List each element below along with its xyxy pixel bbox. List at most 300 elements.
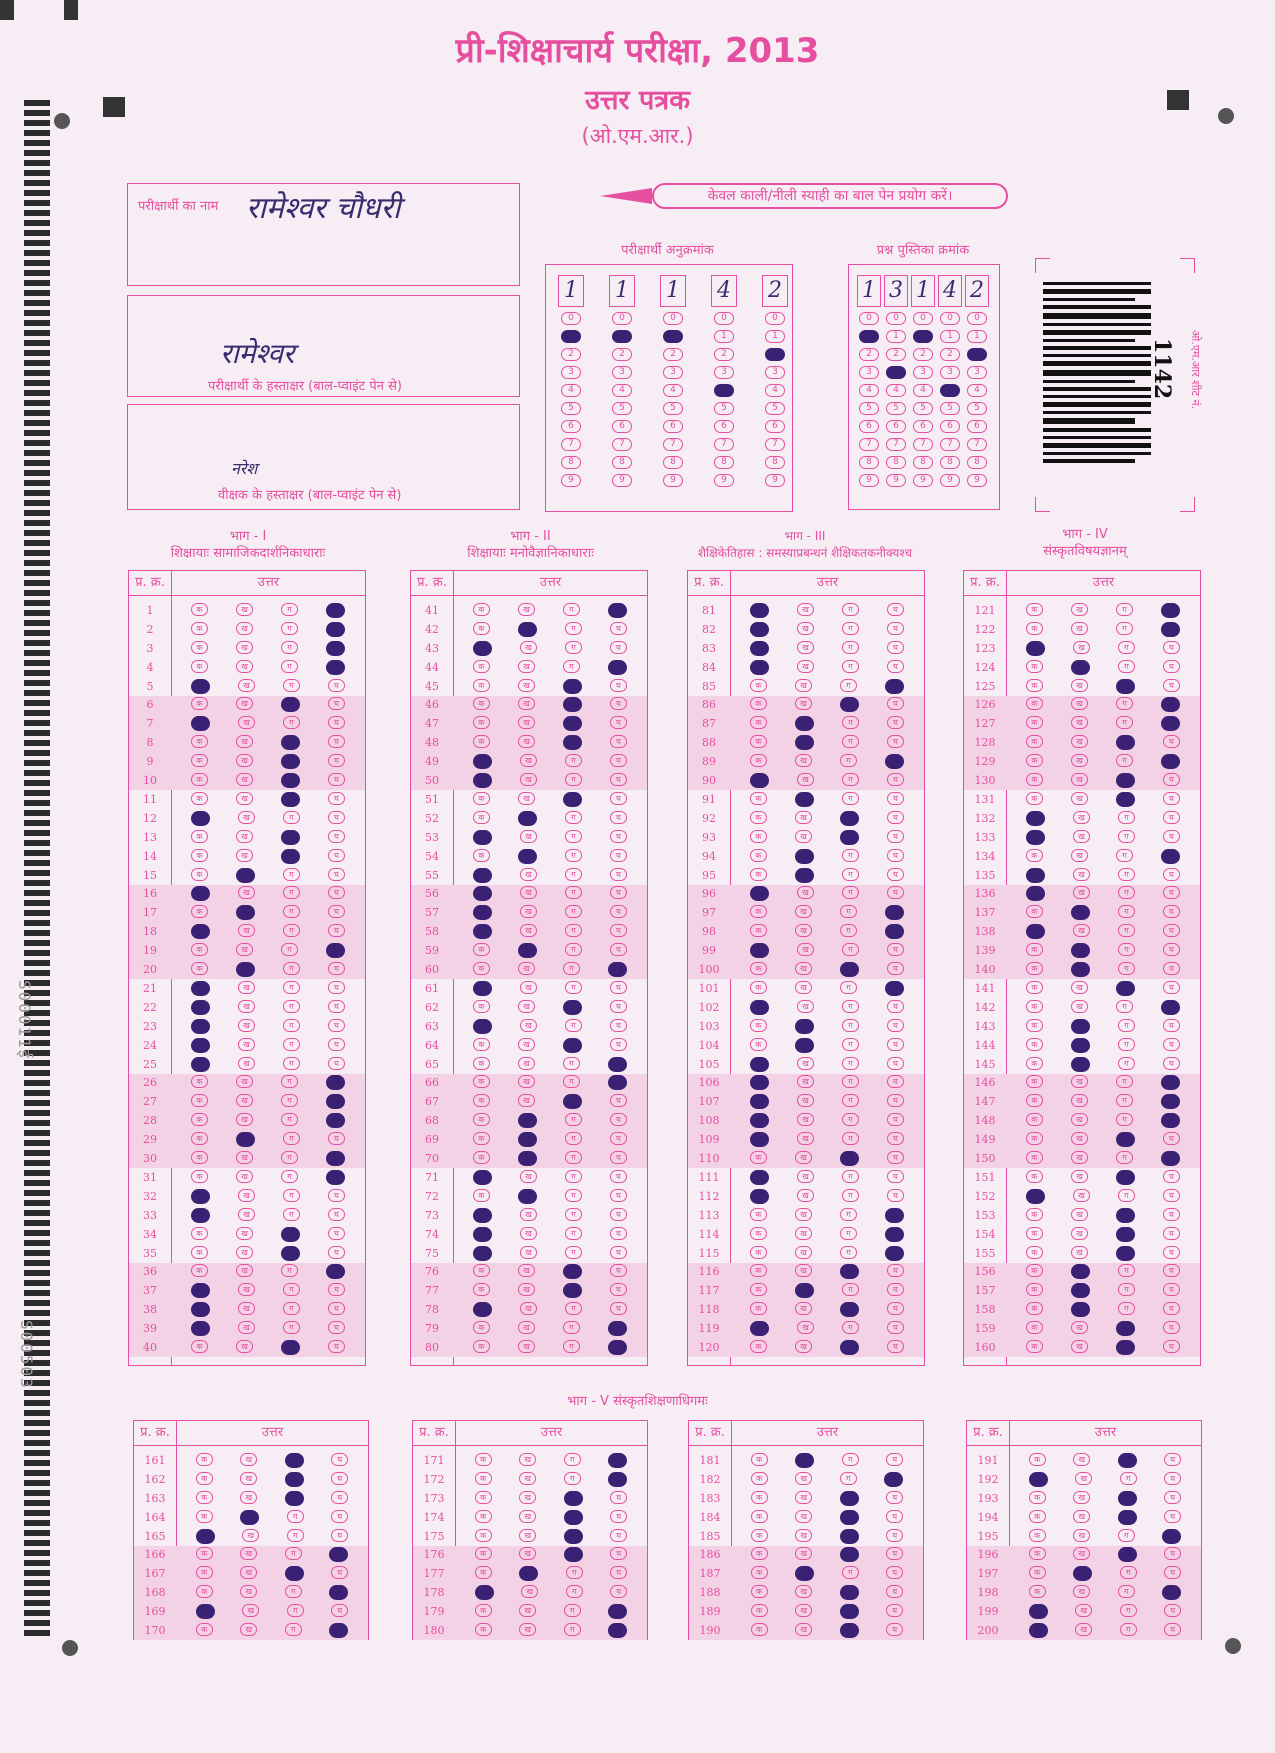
answer-bubble[interactable]: ग <box>285 1547 302 1560</box>
answer-bubble[interactable]: क <box>1029 1547 1046 1560</box>
answer-bubble[interactable]: घ <box>610 1019 627 1032</box>
answer-bubble[interactable]: ख <box>236 641 253 654</box>
booklet-bubble[interactable]: 0 <box>967 312 987 325</box>
answer-bubble[interactable]: ख <box>518 1340 535 1353</box>
roll-bubble[interactable]: 3 <box>663 366 683 379</box>
answer-bubble[interactable]: ख <box>1075 1604 1092 1617</box>
answer-bubble[interactable]: ख <box>795 1547 812 1560</box>
roll-bubble[interactable]: 0 <box>612 312 632 325</box>
answer-bubble[interactable]: ख <box>797 603 814 616</box>
answer-bubble[interactable]: ख <box>236 697 253 710</box>
answer-bubble[interactable]: ख <box>238 1208 255 1221</box>
answer-bubble[interactable]: ग <box>842 622 859 635</box>
roll-bubble[interactable]: 1 <box>612 330 632 343</box>
answer-bubble[interactable]: घ <box>1161 697 1180 712</box>
answer-bubble[interactable]: ग <box>1120 1566 1137 1579</box>
answer-bubble[interactable]: क <box>191 1283 210 1298</box>
answer-bubble[interactable]: ग <box>565 886 582 899</box>
answer-bubble[interactable]: घ <box>328 811 345 824</box>
answer-bubble[interactable]: क <box>191 603 208 616</box>
answer-bubble[interactable]: ग <box>563 697 582 712</box>
answer-bubble[interactable]: घ <box>1163 1227 1180 1240</box>
answer-bubble[interactable]: घ <box>886 1623 903 1636</box>
answer-bubble[interactable]: क <box>191 1264 208 1277</box>
answer-bubble[interactable]: ख <box>242 1529 259 1542</box>
answer-bubble[interactable]: ग <box>566 1585 583 1598</box>
answer-bubble[interactable]: ग <box>842 1453 859 1466</box>
answer-bubble[interactable]: ग <box>842 735 859 748</box>
answer-bubble[interactable]: ग <box>281 622 298 635</box>
answer-bubble[interactable]: क <box>750 1321 769 1336</box>
answer-bubble[interactable]: घ <box>1163 773 1180 786</box>
answer-bubble[interactable]: ख <box>519 1453 536 1466</box>
answer-bubble[interactable]: ग <box>565 641 582 654</box>
answer-bubble[interactable]: ख <box>236 660 253 673</box>
answer-bubble[interactable]: घ <box>887 792 904 805</box>
answer-bubble[interactable]: ग <box>1118 1189 1135 1202</box>
answer-bubble[interactable]: ख <box>236 830 253 843</box>
answer-bubble[interactable]: क <box>1026 1038 1043 1051</box>
answer-bubble[interactable]: ग <box>840 1340 859 1355</box>
answer-bubble[interactable]: ग <box>842 849 859 862</box>
answer-bubble[interactable]: ख <box>1073 1585 1090 1598</box>
answer-bubble[interactable]: क <box>750 849 767 862</box>
answer-bubble[interactable]: घ <box>610 1283 627 1296</box>
answer-bubble[interactable]: घ <box>610 1189 627 1202</box>
answer-bubble[interactable]: ख <box>521 1585 538 1598</box>
answer-bubble[interactable]: घ <box>887 1264 904 1277</box>
answer-bubble[interactable]: ख <box>797 1000 814 1013</box>
answer-bubble[interactable]: क <box>473 1038 490 1051</box>
answer-bubble[interactable]: ग <box>283 1302 300 1315</box>
answer-bubble[interactable]: ग <box>563 792 582 807</box>
answer-bubble[interactable]: ख <box>797 622 814 635</box>
answer-bubble[interactable]: क <box>473 697 490 710</box>
answer-bubble[interactable]: क <box>473 1227 492 1242</box>
answer-bubble[interactable]: ख <box>795 1019 814 1034</box>
answer-bubble[interactable]: ख <box>1071 1208 1088 1221</box>
answer-bubble[interactable]: ख <box>520 773 537 786</box>
answer-bubble[interactable]: क <box>475 1491 492 1504</box>
answer-bubble[interactable]: ग <box>285 1491 304 1506</box>
answer-bubble[interactable]: घ <box>1161 1075 1180 1090</box>
booklet-bubble[interactable]: 1 <box>913 330 933 343</box>
answer-bubble[interactable]: ग <box>564 1510 583 1525</box>
booklet-bubble[interactable]: 6 <box>859 420 879 433</box>
answer-bubble[interactable]: घ <box>886 1547 903 1560</box>
answer-bubble[interactable]: ग <box>283 1000 300 1013</box>
answer-bubble[interactable]: ख <box>1073 1453 1090 1466</box>
answer-bubble[interactable]: ग <box>1118 1453 1137 1468</box>
answer-bubble[interactable]: क <box>191 792 208 805</box>
roll-bubble[interactable]: 8 <box>714 456 734 469</box>
answer-bubble[interactable]: घ <box>1161 1000 1180 1015</box>
answer-bubble[interactable]: ख <box>518 1283 535 1296</box>
answer-bubble[interactable]: ख <box>1071 1094 1088 1107</box>
answer-bubble[interactable]: ग <box>1118 1529 1135 1542</box>
answer-bubble[interactable]: ग <box>842 1566 859 1579</box>
answer-bubble[interactable]: ग <box>840 1585 859 1600</box>
answer-bubble[interactable]: घ <box>328 924 345 937</box>
answer-bubble[interactable]: घ <box>608 1604 627 1619</box>
answer-bubble[interactable]: ग <box>1118 1302 1135 1315</box>
answer-bubble[interactable]: ख <box>1071 1170 1088 1183</box>
booklet-bubble[interactable]: 7 <box>940 438 960 451</box>
answer-bubble[interactable]: घ <box>1161 1094 1180 1109</box>
answer-bubble[interactable]: क <box>473 622 490 635</box>
answer-bubble[interactable]: ख <box>240 1547 257 1560</box>
answer-bubble[interactable]: क <box>196 1510 213 1523</box>
answer-bubble[interactable]: ख <box>520 754 537 767</box>
answer-bubble[interactable]: ख <box>240 1566 257 1579</box>
answer-bubble[interactable]: क <box>475 1529 492 1542</box>
answer-bubble[interactable]: घ <box>331 1529 348 1542</box>
answer-bubble[interactable]: ग <box>563 962 580 975</box>
answer-bubble[interactable]: घ <box>328 886 345 899</box>
roll-bubble[interactable]: 4 <box>714 384 734 397</box>
answer-bubble[interactable]: घ <box>608 962 627 977</box>
answer-bubble[interactable]: ग <box>281 641 298 654</box>
answer-bubble[interactable]: ख <box>1071 1264 1090 1279</box>
answer-bubble[interactable]: ग <box>283 1208 300 1221</box>
answer-bubble[interactable]: घ <box>610 1264 627 1277</box>
answer-bubble[interactable]: घ <box>610 679 627 692</box>
answer-bubble[interactable]: ख <box>797 660 814 673</box>
answer-bubble[interactable]: क <box>750 735 767 748</box>
answer-bubble[interactable]: घ <box>329 1623 348 1638</box>
answer-bubble[interactable]: ख <box>1071 905 1090 920</box>
answer-bubble[interactable]: घ <box>328 1283 345 1296</box>
answer-bubble[interactable]: ग <box>285 1453 304 1468</box>
answer-bubble[interactable]: ग <box>1118 1491 1137 1506</box>
answer-bubble[interactable]: क <box>1026 1264 1043 1277</box>
answer-bubble[interactable]: ग <box>283 886 300 899</box>
answer-bubble[interactable]: ग <box>1116 603 1133 616</box>
answer-bubble[interactable]: घ <box>1162 1585 1181 1600</box>
answer-bubble[interactable]: ख <box>240 1510 259 1525</box>
answer-bubble[interactable]: ख <box>795 1246 812 1259</box>
answer-bubble[interactable]: ग <box>1116 1246 1135 1261</box>
answer-bubble[interactable]: क <box>473 773 492 788</box>
answer-bubble[interactable]: क <box>473 735 490 748</box>
answer-bubble[interactable]: ग <box>285 1472 304 1487</box>
roll-bubble[interactable]: 6 <box>714 420 734 433</box>
answer-bubble[interactable]: घ <box>885 1227 904 1242</box>
answer-bubble[interactable]: ग <box>1118 830 1135 843</box>
answer-bubble[interactable]: ख <box>520 905 537 918</box>
answer-bubble[interactable]: क <box>1026 1000 1043 1013</box>
answer-bubble[interactable]: ग <box>842 1113 859 1126</box>
answer-bubble[interactable]: ख <box>1071 716 1088 729</box>
answer-bubble[interactable]: घ <box>610 1132 627 1145</box>
answer-bubble[interactable]: क <box>750 773 769 788</box>
answer-bubble[interactable]: क <box>191 1170 208 1183</box>
answer-bubble[interactable]: घ <box>887 1094 904 1107</box>
answer-bubble[interactable]: ख <box>1073 641 1090 654</box>
answer-bubble[interactable]: ख <box>1071 981 1088 994</box>
answer-bubble[interactable]: ख <box>238 1057 255 1070</box>
answer-bubble[interactable]: क <box>750 716 767 729</box>
roll-bubble[interactable]: 7 <box>765 438 785 451</box>
answer-bubble[interactable]: क <box>191 1246 208 1259</box>
answer-bubble[interactable]: ख <box>518 1057 535 1070</box>
answer-bubble[interactable]: घ <box>1163 1208 1180 1221</box>
answer-bubble[interactable]: घ <box>1163 962 1180 975</box>
answer-bubble[interactable]: ग <box>565 1189 582 1202</box>
answer-bubble[interactable]: ग <box>1116 716 1133 729</box>
answer-bubble[interactable]: क <box>191 849 208 862</box>
booklet-bubble[interactable]: 5 <box>859 402 879 415</box>
answer-bubble[interactable]: घ <box>610 1038 627 1051</box>
answer-bubble[interactable]: क <box>473 1000 490 1013</box>
answer-bubble[interactable]: घ <box>610 716 627 729</box>
booklet-bubble[interactable]: 2 <box>940 348 960 361</box>
answer-bubble[interactable]: क <box>750 1283 767 1296</box>
answer-bubble[interactable]: ख <box>1071 679 1088 692</box>
roll-bubble[interactable]: 4 <box>663 384 683 397</box>
answer-bubble[interactable]: घ <box>1163 886 1180 899</box>
answer-bubble[interactable]: ख <box>238 679 255 692</box>
answer-bubble[interactable]: क <box>750 1208 767 1221</box>
answer-bubble[interactable]: घ <box>328 754 345 767</box>
answer-bubble[interactable]: क <box>750 1264 767 1277</box>
answer-bubble[interactable]: ख <box>1071 943 1090 958</box>
answer-bubble[interactable]: ख <box>520 1302 537 1315</box>
answer-bubble[interactable]: ख <box>795 1566 814 1581</box>
answer-bubble[interactable]: ग <box>842 603 859 616</box>
answer-bubble[interactable]: घ <box>1163 1019 1180 1032</box>
answer-bubble[interactable]: ख <box>1073 1491 1090 1504</box>
answer-bubble[interactable]: क <box>191 811 210 826</box>
answer-bubble[interactable]: ख <box>1073 1510 1090 1523</box>
answer-bubble[interactable]: घ <box>610 1000 627 1013</box>
answer-bubble[interactable]: ग <box>283 905 300 918</box>
answer-bubble[interactable]: ग <box>840 981 857 994</box>
answer-bubble[interactable]: घ <box>610 886 627 899</box>
roll-bubble[interactable]: 1 <box>765 330 785 343</box>
answer-bubble[interactable]: ग <box>842 1132 859 1145</box>
answer-bubble[interactable]: ग <box>565 981 582 994</box>
roll-bubble[interactable]: 0 <box>765 312 785 325</box>
roll-bubble[interactable]: 8 <box>612 456 632 469</box>
booklet-bubble[interactable]: 9 <box>913 474 933 487</box>
answer-bubble[interactable]: क <box>475 1566 492 1579</box>
booklet-bubble[interactable]: 1 <box>967 330 987 343</box>
answer-bubble[interactable]: ख <box>795 811 812 824</box>
answer-bubble[interactable]: ख <box>520 981 537 994</box>
answer-bubble[interactable]: क <box>1029 1529 1046 1542</box>
roll-bubble[interactable]: 7 <box>663 438 683 451</box>
answer-bubble[interactable]: ख <box>1071 962 1090 977</box>
answer-bubble[interactable]: ग <box>840 1208 857 1221</box>
answer-bubble[interactable]: घ <box>608 603 627 618</box>
answer-bubble[interactable]: ग <box>1116 1075 1133 1088</box>
answer-bubble[interactable]: ख <box>1071 792 1088 805</box>
answer-bubble[interactable]: ख <box>518 962 535 975</box>
answer-bubble[interactable]: क <box>473 1132 490 1145</box>
answer-bubble[interactable]: घ <box>1163 1302 1180 1315</box>
answer-bubble[interactable]: क <box>191 1321 210 1336</box>
answer-bubble[interactable]: ग <box>283 981 300 994</box>
answer-bubble[interactable]: क <box>473 830 492 845</box>
answer-bubble[interactable]: ख <box>519 1623 536 1636</box>
answer-bubble[interactable]: घ <box>331 1510 348 1523</box>
answer-bubble[interactable]: घ <box>1163 868 1180 881</box>
booklet-bubble[interactable]: 5 <box>886 402 906 415</box>
answer-bubble[interactable]: ग <box>842 1019 859 1032</box>
answer-bubble[interactable]: ख <box>795 1340 812 1353</box>
answer-bubble[interactable]: ख <box>1071 622 1088 635</box>
answer-bubble[interactable]: क <box>191 1057 210 1072</box>
answer-bubble[interactable]: ग <box>1116 1227 1135 1242</box>
answer-bubble[interactable]: क <box>473 905 492 920</box>
answer-bubble[interactable]: क <box>475 1623 492 1636</box>
answer-bubble[interactable]: घ <box>326 1264 345 1279</box>
booklet-bubble[interactable]: 1 <box>886 330 906 343</box>
answer-bubble[interactable]: घ <box>608 1623 627 1638</box>
answer-bubble[interactable]: ख <box>797 1057 814 1070</box>
answer-bubble[interactable]: घ <box>610 981 627 994</box>
answer-bubble[interactable]: ख <box>518 1132 537 1147</box>
answer-bubble[interactable]: घ <box>887 886 904 899</box>
answer-bubble[interactable]: ग <box>1116 735 1135 750</box>
answer-bubble[interactable]: ग <box>1120 1623 1137 1636</box>
answer-bubble[interactable]: ग <box>1116 792 1135 807</box>
answer-bubble[interactable]: घ <box>328 981 345 994</box>
answer-bubble[interactable]: क <box>196 1623 213 1636</box>
answer-bubble[interactable]: क <box>750 641 769 656</box>
answer-bubble[interactable]: घ <box>328 1340 345 1353</box>
answer-bubble[interactable]: क <box>750 1227 767 1240</box>
answer-bubble[interactable]: घ <box>1161 754 1180 769</box>
answer-bubble[interactable]: घ <box>887 716 904 729</box>
answer-bubble[interactable]: ख <box>520 1227 537 1240</box>
answer-bubble[interactable]: घ <box>887 1170 904 1183</box>
answer-bubble[interactable]: ख <box>519 1491 536 1504</box>
answer-bubble[interactable]: ग <box>565 1246 582 1259</box>
answer-bubble[interactable]: क <box>1026 1283 1043 1296</box>
answer-bubble[interactable]: क <box>1026 981 1043 994</box>
answer-bubble[interactable]: ख <box>238 1189 255 1202</box>
answer-bubble[interactable]: ख <box>518 1075 535 1088</box>
answer-bubble[interactable]: घ <box>1163 792 1180 805</box>
answer-bubble[interactable]: ग <box>565 1170 582 1183</box>
answer-bubble[interactable]: ग <box>285 1566 304 1581</box>
answer-bubble[interactable]: घ <box>887 962 904 975</box>
answer-bubble[interactable]: घ <box>887 811 904 824</box>
answer-bubble[interactable]: ग <box>842 1170 859 1183</box>
answer-bubble[interactable]: ग <box>281 1094 298 1107</box>
roll-bubble[interactable]: 0 <box>714 312 734 325</box>
answer-bubble[interactable]: घ <box>1161 603 1180 618</box>
answer-bubble[interactable]: क <box>191 868 208 881</box>
answer-bubble[interactable]: ग <box>287 1529 304 1542</box>
answer-bubble[interactable]: क <box>473 660 490 673</box>
answer-bubble[interactable]: ख <box>797 1189 814 1202</box>
answer-bubble[interactable]: ग <box>840 754 857 767</box>
answer-bubble[interactable]: ग <box>1116 1321 1135 1336</box>
answer-bubble[interactable]: ग <box>840 1623 859 1638</box>
answer-bubble[interactable]: ख <box>1071 1075 1088 1088</box>
answer-bubble[interactable]: ख <box>236 1113 253 1126</box>
answer-bubble[interactable]: ग <box>563 716 582 731</box>
answer-bubble[interactable]: क <box>750 1038 767 1051</box>
answer-bubble[interactable]: ग <box>283 811 300 824</box>
answer-bubble[interactable]: ख <box>1071 1132 1088 1145</box>
answer-bubble[interactable]: क <box>1026 1170 1043 1183</box>
answer-bubble[interactable]: ख <box>236 754 253 767</box>
answer-bubble[interactable]: ख <box>240 1491 257 1504</box>
answer-bubble[interactable]: ख <box>797 943 814 956</box>
answer-bubble[interactable]: घ <box>1163 1283 1180 1296</box>
answer-bubble[interactable]: ख <box>795 1208 812 1221</box>
answer-bubble[interactable]: घ <box>887 1151 904 1164</box>
answer-bubble[interactable]: ग <box>564 1604 581 1617</box>
answer-bubble[interactable]: ग <box>281 1246 300 1261</box>
answer-bubble[interactable]: ग <box>565 1208 582 1221</box>
answer-bubble[interactable]: घ <box>885 1246 904 1261</box>
answer-bubble[interactable]: ग <box>564 1491 583 1506</box>
answer-bubble[interactable]: घ <box>610 1529 627 1542</box>
answer-bubble[interactable]: घ <box>887 622 904 635</box>
answer-bubble[interactable]: घ <box>1161 1151 1180 1166</box>
answer-bubble[interactable]: क <box>1026 660 1043 673</box>
answer-bubble[interactable]: क <box>191 1340 208 1353</box>
answer-bubble[interactable]: ख <box>518 811 537 826</box>
answer-bubble[interactable]: क <box>1026 1057 1043 1070</box>
answer-bubble[interactable]: ख <box>795 1302 812 1315</box>
answer-bubble[interactable]: ग <box>283 868 300 881</box>
answer-bubble[interactable]: घ <box>610 811 627 824</box>
answer-bubble[interactable]: घ <box>1163 905 1180 918</box>
answer-bubble[interactable]: घ <box>887 697 904 710</box>
booklet-bubble[interactable]: 9 <box>859 474 879 487</box>
answer-bubble[interactable]: ख <box>1071 849 1088 862</box>
answer-bubble[interactable]: ख <box>518 1189 537 1204</box>
answer-bubble[interactable]: ख <box>236 905 255 920</box>
answer-bubble[interactable]: ग <box>842 1038 859 1051</box>
answer-bubble[interactable]: ख <box>236 1075 253 1088</box>
answer-bubble[interactable]: ग <box>563 735 582 750</box>
answer-bubble[interactable]: घ <box>885 679 904 694</box>
answer-bubble[interactable]: ख <box>236 1132 255 1147</box>
answer-bubble[interactable]: क <box>751 1529 768 1542</box>
answer-bubble[interactable]: ख <box>518 603 535 616</box>
answer-bubble[interactable]: घ <box>1163 1057 1180 1070</box>
answer-bubble[interactable]: ग <box>1118 1019 1135 1032</box>
answer-bubble[interactable]: क <box>750 1057 769 1072</box>
booklet-bubble[interactable]: 3 <box>913 366 933 379</box>
answer-bubble[interactable]: क <box>1026 849 1043 862</box>
answer-bubble[interactable]: ग <box>281 849 300 864</box>
answer-bubble[interactable]: ख <box>1071 1340 1088 1353</box>
answer-bubble[interactable]: ग <box>281 830 300 845</box>
booklet-bubble[interactable]: 6 <box>940 420 960 433</box>
answer-bubble[interactable]: क <box>191 622 208 635</box>
answer-bubble[interactable]: क <box>750 697 767 710</box>
answer-bubble[interactable]: ग <box>842 716 859 729</box>
answer-bubble[interactable]: घ <box>326 1094 345 1109</box>
booklet-bubble[interactable]: 2 <box>859 348 879 361</box>
answer-bubble[interactable]: ख <box>238 811 255 824</box>
answer-bubble[interactable]: ग <box>842 1000 859 1013</box>
answer-bubble[interactable]: क <box>191 1000 210 1015</box>
answer-bubble[interactable]: क <box>750 962 767 975</box>
answer-bubble[interactable]: घ <box>1163 1132 1180 1145</box>
answer-bubble[interactable]: घ <box>608 660 627 675</box>
answer-bubble[interactable]: घ <box>887 773 904 786</box>
roll-bubble[interactable]: 9 <box>663 474 683 487</box>
